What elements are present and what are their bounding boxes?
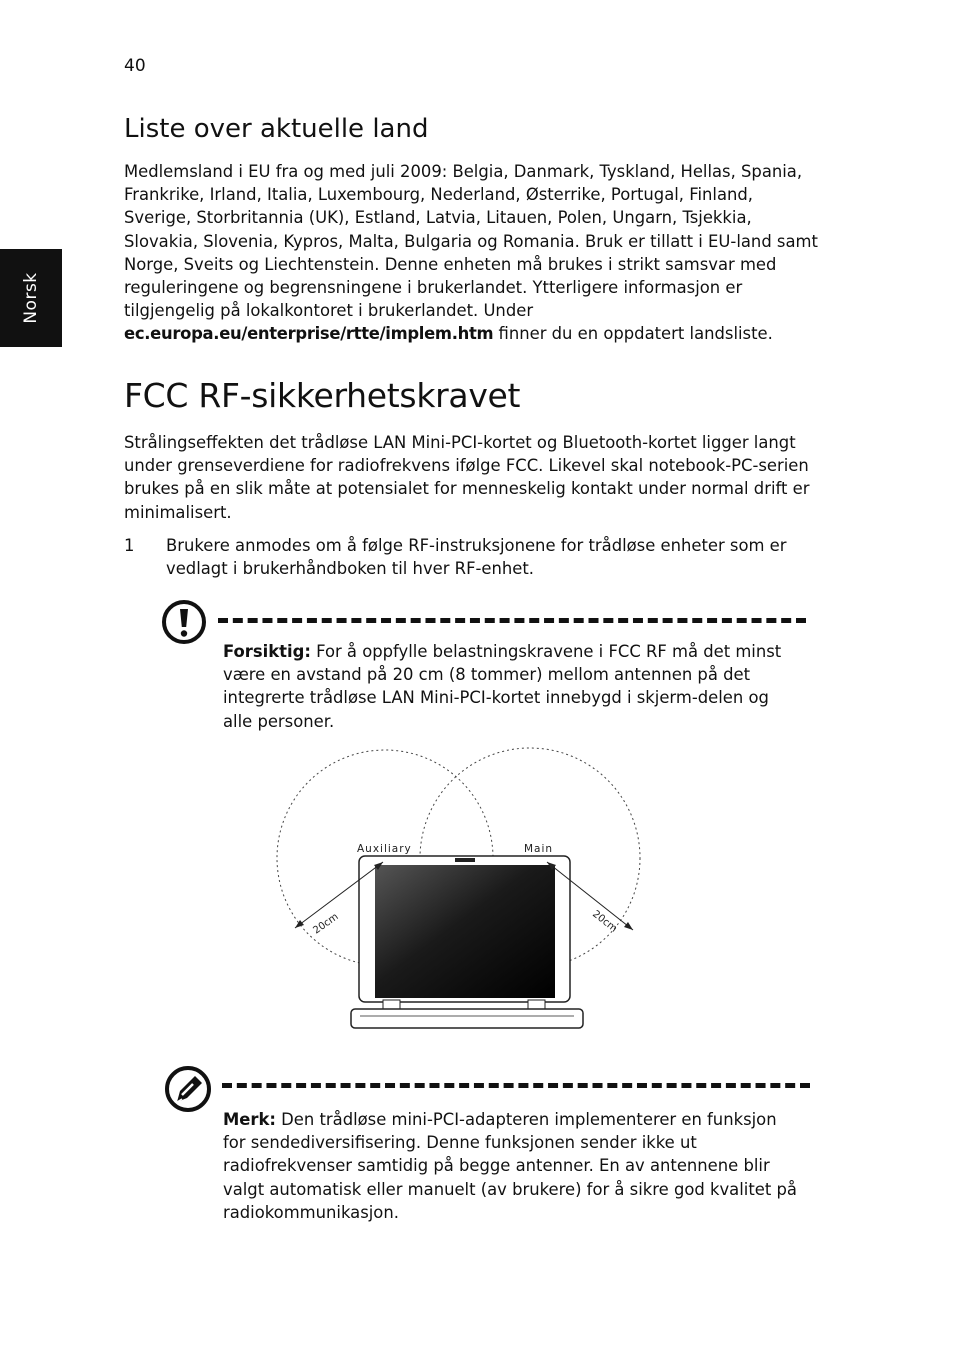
eu-link[interactable]: ec.europa.eu/enterprise/rtte/implem.htm xyxy=(124,324,494,344)
note-lead: Merk: xyxy=(223,1110,276,1129)
list-item-text: Brukere anmodes om å følge RF-instruksjonene for trådløse enheter som er vedlagt i brukerhåndboken til hver RF-enhet. xyxy=(166,536,787,579)
page-number: 40 xyxy=(124,56,146,76)
section-title-country-list: Liste over aktuelle land xyxy=(124,114,429,144)
exclamation-circle-icon xyxy=(160,598,208,646)
caution-divider xyxy=(218,618,806,623)
main-antenna-label: Main xyxy=(524,843,554,855)
country-list-tail: finner du en oppdatert landsliste. xyxy=(493,324,773,344)
aux-distance-label: 20cm xyxy=(311,911,341,937)
caution-text xyxy=(223,640,803,733)
laptop-screen xyxy=(375,865,555,998)
antenna-distance-diagram xyxy=(270,738,670,1038)
caution-lead: Forsiktig: xyxy=(223,642,311,661)
side-tab-label: Norsk xyxy=(21,272,41,324)
webcam xyxy=(455,858,475,862)
list-item-number: 1 xyxy=(124,536,135,555)
note-body: Den trådløse mini-PCI-adapteren implementerer en funksjon for sendediversifisering. Denne funksjonen sender ikke ut radiofrekvenser samtidig på begge antenner. En av antennene blir valgt automatisk eller manuelt (av brukere) for å sikre god kvalitet på radiokommunikasjon. xyxy=(223,1110,797,1222)
language-side-tab xyxy=(0,249,62,347)
aux-antenna-label: Auxiliary xyxy=(357,843,412,855)
country-list-paragraph xyxy=(124,160,824,346)
country-list-text: Medlemsland i EU fra og med juli 2009: Belgia, Danmark, Tyskland, Hellas, Spania, Frankrike, Irland, Italia, Luxembourg, Nederland, Østerrike, Portugal, Finland, Sverige, Storbritannia (UK), Estland, Latvia, Litauen, Polen, Ungarn, Tsjekkia, Slovakia, Slovenia, Kypros, Malta, Bulgaria og Romania. Bruk er tillatt i EU-land samt Norge, Sveits og Liechtenstein. Denne enheten må brukes i strikt samsvar med reguleringene og begrensningene i brukerlandet. Ytterligere informasjon er tilgjengelig på lokalkontoret i brukerlandet. Under xyxy=(124,162,818,321)
fcc-paragraph: Strålingseffekten det trådløse LAN Mini-PCI-kortet og Bluetooth-kortet ligger langt under grenseverdiene for radiofrekvens ifølge FCC. Likevel skal notebook-PC-serien brukes på en slik måte at potensialet for menneskelig kontakt under normal drift er minimalisert. xyxy=(124,433,810,522)
note-text xyxy=(223,1108,803,1224)
section-title-fcc: FCC RF-sikkerhetskravet xyxy=(124,376,521,415)
note-pen-icon xyxy=(163,1064,213,1114)
laptop-base xyxy=(351,1009,583,1028)
main-distance-label: 20cm xyxy=(590,908,619,935)
caution-body: For å oppfylle belastningskravene i FCC RF må det minst være en avstand på 20 cm (8 tommer) mellom antennen på det integrerte trådløse LAN Mini-PCI-kortet innebygd i skjerm-delen og alle personer. xyxy=(223,642,782,731)
note-divider xyxy=(222,1083,810,1088)
